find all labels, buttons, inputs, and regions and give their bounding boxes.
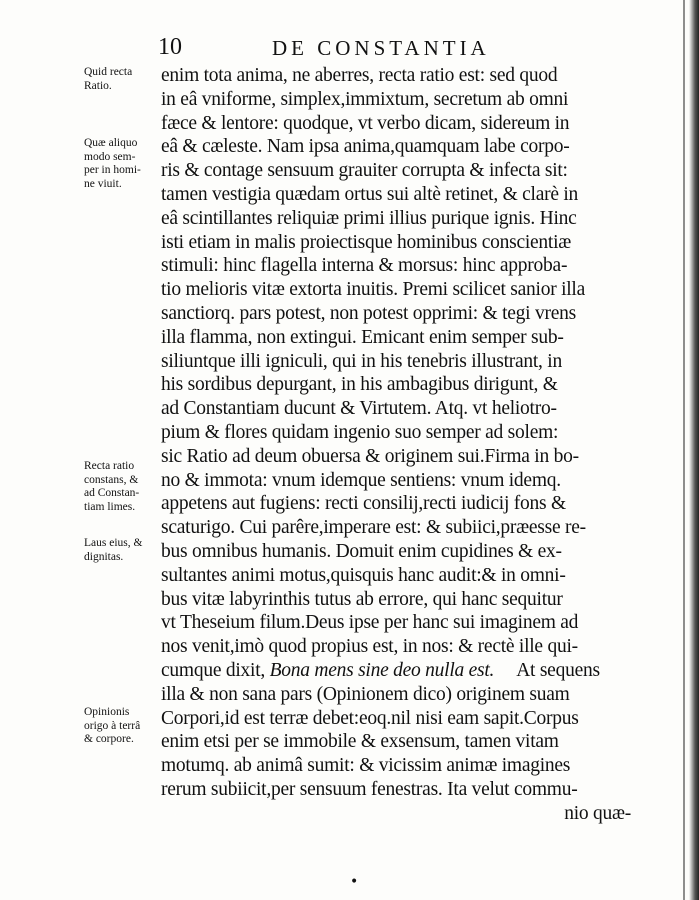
text-line: eâ scintillantes reliquiæ primi illius purique ignis. Hinc: [161, 207, 577, 229]
text-line: nos venit,imò quod propius est, in nos: & rectè ille qui-: [161, 636, 578, 658]
marginal-note-line: Laus eius, &: [84, 537, 143, 549]
marginal-note-line: per in homi-: [84, 164, 141, 176]
text-line-with-quotation: [161, 659, 631, 683]
text-line: sanctiorq. pars potest, non potest opprimi: & tegi vrens: [161, 302, 576, 324]
marginal-note: [84, 460, 156, 514]
text-line: illa & non sana pars (Opinionem dico) originem suam: [161, 683, 570, 705]
text-line: scaturigo. Cui parêre,imperare est: & subiici,præesse re-: [161, 517, 586, 539]
marginal-note-line: Quid recta: [84, 66, 133, 78]
marginal-note-line: origo à terrâ: [84, 719, 141, 732]
text-line: ris & contage sensuum grauiter corrupta & infecta sit:: [161, 160, 568, 182]
text-line: stimuli: hinc flagella interna & morsus: hinc approba-: [161, 255, 568, 277]
text-segment: cumque dixit,: [161, 659, 270, 681]
marginal-note-line: ad Constan-: [84, 487, 140, 499]
marginal-note-line: ne viuit.: [84, 177, 122, 190]
marginal-note-line: Quæ aliquo: [84, 137, 138, 149]
marginal-note-line: modo sem-: [84, 150, 136, 163]
body-text: [161, 64, 631, 826]
text-line: bus vitæ labyrinthis tutus ab errore, qui hanc sequitur: [161, 588, 563, 610]
marginal-note: [84, 706, 156, 747]
text-line: siliuntque illi igniculi, qui in his tenebris illustrant, in: [161, 350, 562, 372]
marginal-note-line: constans, &: [84, 473, 139, 486]
page-number: 10: [158, 34, 182, 60]
page-edge-shadow: [689, 0, 699, 900]
text-line: sic Ratio ad deum obuersa & originem sui.Firma in bo-: [161, 445, 579, 467]
text-line: ad Constantiam ducunt & Virtutem. Atq. vt heliotro-: [161, 398, 557, 420]
marginal-note: [84, 137, 156, 191]
marginal-note-line: Recta ratio: [84, 460, 135, 472]
text-line: isti etiam in malis proiectisque hominibus conscientiæ: [161, 231, 572, 253]
page-header: [0, 34, 699, 64]
marginal-note-line: & corpore.: [84, 733, 134, 745]
catchword: nio quæ-: [564, 802, 631, 824]
text-segment: At sequens: [494, 659, 600, 681]
italic-quotation: Bona mens sine deo nulla est.: [269, 659, 495, 681]
page-edge-line: [683, 0, 685, 900]
marginal-note-line: Ratio.: [84, 79, 112, 92]
marginal-note-line: tiam limes.: [84, 500, 136, 513]
text-line: tamen vestigia quædam ortus sui altè retinet, & clarè in: [161, 183, 579, 205]
text-line: tio melioris vitæ extorta inuitis. Premi scilicet sanior illa: [161, 279, 585, 301]
text-line: no & immota: vnum idemque sentiens: vnum idemq.: [161, 469, 561, 491]
marginal-note: [84, 66, 156, 93]
text-line: his sordibus depurgant, in his ambagibus dirigunt, &: [161, 374, 558, 396]
text-line: fæce & lentore: quodque, vt verbo dicam, sidereum in: [161, 112, 570, 134]
marginal-note: [84, 537, 156, 564]
text-line: motumq. ab animâ sumit: & vicissim animæ imagines: [161, 755, 571, 777]
text-line: eâ & cæleste. Nam ipsa anima,quamquam labe corpo-: [161, 136, 570, 158]
text-line: enim tota anima, ne aberres, recta ratio est: sed quod: [161, 65, 558, 86]
marginal-note-line: dignitas.: [84, 550, 124, 563]
footer-mark: •: [350, 874, 359, 890]
running-title: DE CONSTANTIA: [272, 36, 490, 60]
text-line: rerum subiicit,per sensuum fenestras. Ita velut commu-: [161, 778, 578, 800]
text-line: enim etsi per se immobile & exsensum, tamen vitam: [161, 731, 559, 753]
text-line: in eâ vniforme, simplex,immixtum, secretum ab omni: [161, 88, 569, 110]
text-line: vt Theseium filum.Deus ipse per hanc sui imaginem ad: [161, 612, 579, 634]
text-line: sultantes animi motus,quisquis hanc audit:& in omni-: [161, 564, 566, 586]
text-line: bus omnibus humanis. Domuit enim cupidines & ex-: [161, 540, 562, 562]
marginal-note-line: Opinionis: [84, 706, 130, 718]
text-line: Corpori,id est terræ debet:eoq.nil nisi eam sapit.Corpus: [161, 707, 579, 729]
text-line: pium & flores quidam ingenio suo semper ad solem:: [161, 421, 559, 443]
text-line: appetens aut fugiens: recti consilij,recti iudicij fons &: [161, 493, 566, 515]
text-line: illa flamma, non extingui. Emicant enim semper sub-: [161, 326, 564, 348]
